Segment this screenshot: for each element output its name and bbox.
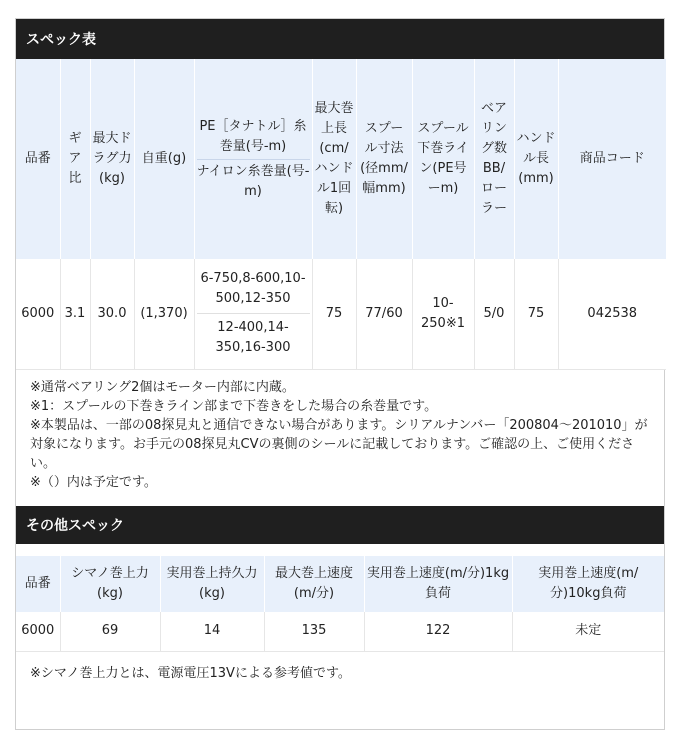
header-hinban: 品番 xyxy=(16,556,60,612)
cell-hinban: 6000 xyxy=(16,612,60,652)
cell-practical-endurance: 14 xyxy=(160,612,264,652)
header-spool-size: スプール寸法(径mm/幅mm) xyxy=(356,59,412,259)
header-max-retrieve: 最大巻上長(cm/ハンドル1回転) xyxy=(312,59,356,259)
cell-nylon-line: 12-400,14-350,16-300 xyxy=(215,320,291,356)
cell-underline: 10-250※1 xyxy=(412,259,474,369)
cell-line-capacity xyxy=(194,259,312,369)
header-pe-line: PE［タナトル］糸巻量(号-m) xyxy=(197,117,310,160)
cell-spool-size: 77/60 xyxy=(356,259,412,369)
other-header-row xyxy=(16,556,664,612)
header-shimano-power: シマノ巻上力(kg) xyxy=(60,556,160,612)
cell-max-drag: 30.0 xyxy=(90,259,134,369)
cell-handle-length: 75 xyxy=(514,259,558,369)
table-row xyxy=(16,612,664,652)
cell-product-code: 042538 xyxy=(558,259,666,369)
header-weight: 自重(g) xyxy=(134,59,194,259)
spec-header-row xyxy=(16,59,666,259)
spec-table xyxy=(16,59,666,370)
header-product-code: 商品コード xyxy=(558,59,666,259)
other-section-title: その他スペック xyxy=(16,506,664,544)
cell-gear-ratio: 3.1 xyxy=(60,259,90,369)
cell-hinban: 6000 xyxy=(16,259,60,369)
cell-bearing: 5/0 xyxy=(474,259,514,369)
cell-speed-1kg: 122 xyxy=(364,612,512,652)
cell-speed-10kg: 未定 xyxy=(512,612,664,652)
header-bearing: ベアリング数BB/ローラー xyxy=(474,59,514,259)
header-underline: スプール下巻ライン(PE号ーm) xyxy=(412,59,474,259)
cell-pe-line: 6-750,8-600,10-500,12-350 xyxy=(197,263,310,314)
header-speed-10kg: 実用巻上速度(m/分)10kg負荷 xyxy=(512,556,664,612)
spec-section-title: スペック表 xyxy=(16,19,664,59)
header-speed-1kg: 実用巻上速度(m/分)1kg負荷 xyxy=(364,556,512,612)
header-nylon-line: ナイロン糸巻量(号-m) xyxy=(196,163,310,199)
note-underline: ※1：スプールの下巻きライン部まで下巻きをした場合の糸巻量です。 xyxy=(30,398,438,414)
spec-sheet xyxy=(15,18,665,730)
header-hinban: 品番 xyxy=(16,59,60,259)
note-tankenmaru: ※本製品は、一部の08探見丸と通信できない場合があります。シリアルナンバー「200804～201010」が対象になります。お手元の08探見丸CVの裏側のシールに記載しております。ご確認の上、ご使用ください。 xyxy=(30,417,648,471)
cell-max-speed: 135 xyxy=(264,612,364,652)
spec-notes xyxy=(16,370,664,506)
cell-shimano-power: 69 xyxy=(60,612,160,652)
header-gear-ratio: ギア比 xyxy=(60,59,90,259)
header-max-speed: 最大巻上速度(m/分) xyxy=(264,556,364,612)
other-spec-table xyxy=(16,556,664,653)
table-row xyxy=(16,259,666,369)
cell-max-retrieve: 75 xyxy=(312,259,356,369)
note-bearing: ※通常ベアリング2個はモーター内部に内蔵。 xyxy=(30,379,295,395)
note-planned: ※（）内は予定です。 xyxy=(30,474,157,490)
header-max-drag: 最大ドラグ力(kg) xyxy=(90,59,134,259)
header-handle-length: ハンドル長(mm) xyxy=(514,59,558,259)
other-footnote: ※シマノ巻上力とは、電源電圧13Vによる参考値です。 xyxy=(30,666,351,681)
header-practical-endurance: 実用巻上持久力(kg) xyxy=(160,556,264,612)
header-line-capacity xyxy=(194,59,312,259)
cell-weight: (1,370) xyxy=(134,259,194,369)
